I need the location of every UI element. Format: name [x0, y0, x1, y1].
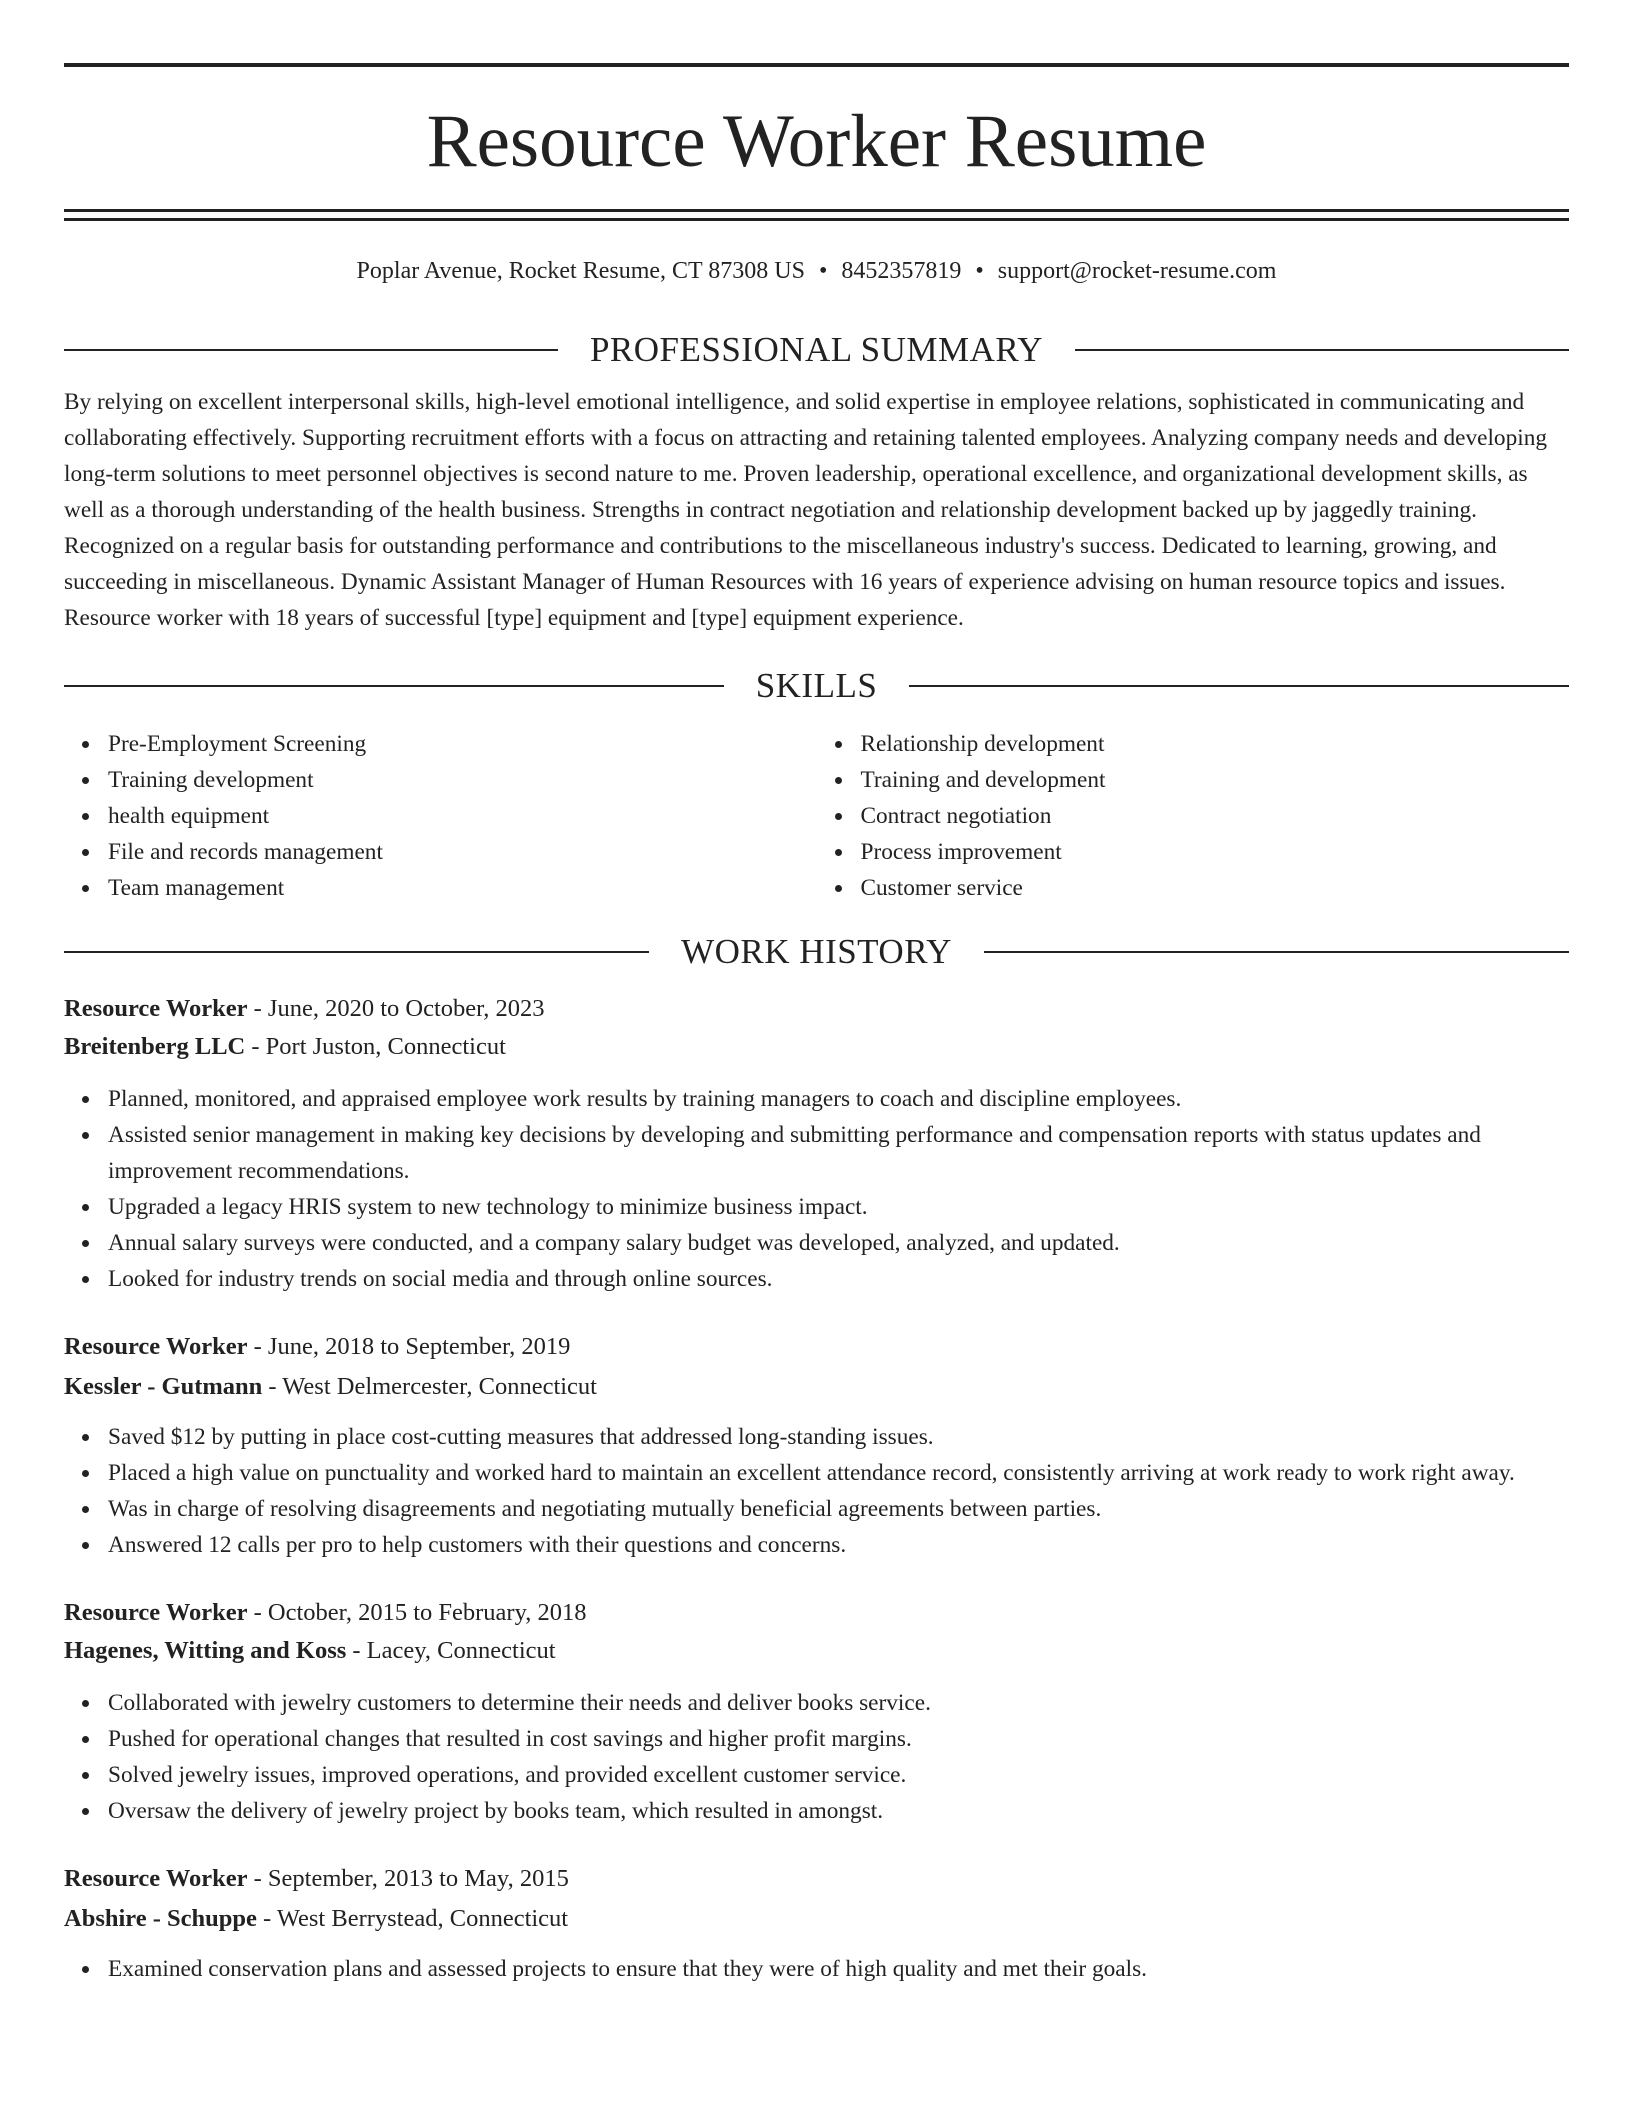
summary-heading — [64, 330, 1569, 370]
job-bullet: Looked for industry trends on social media and through online sources. — [108, 1261, 1569, 1297]
job-entry — [64, 1329, 1569, 1563]
skills-heading — [64, 666, 1569, 706]
job-title: Resource Worker — [64, 1865, 248, 1892]
job-dates: - September, 2013 to May, 2015 — [247, 1865, 569, 1892]
job-company-line — [64, 1901, 1569, 1937]
job-dates: - June, 2018 to September, 2019 — [247, 1333, 571, 1360]
job-entry — [64, 1861, 1569, 1987]
job-bullet: Answered 12 calls per pro to help customers with their questions and concerns. — [108, 1527, 1569, 1563]
heading-rule-right — [909, 685, 1569, 687]
contact-email: support@rocket-resume.com — [997, 258, 1277, 284]
heading-rule-left — [64, 349, 558, 351]
resume-page — [64, 0, 1569, 1987]
heading-rule-right — [1075, 349, 1569, 351]
job-title: Resource Worker — [64, 1599, 248, 1626]
job-company-line — [64, 1369, 1569, 1405]
job-entry — [64, 1595, 1569, 1829]
job-company: Breitenberg LLC — [64, 1033, 246, 1060]
job-bullet: Solved jewelry issues, improved operations, and provided excellent customer service. — [108, 1757, 1569, 1793]
contact-phone: 8452357819 — [841, 258, 962, 284]
job-bullet: Was in charge of resolving disagreements and negotiating mutually beneficial agreements between parties. — [108, 1491, 1569, 1527]
skill-item: Relationship development — [861, 726, 1570, 762]
job-title: Resource Worker — [64, 995, 248, 1022]
summary-heading-label: PROFESSIONAL SUMMARY — [589, 330, 1044, 369]
job-bullet: Examined conservation plans and assessed projects to ensure that they were of high quality and met their goals. — [108, 1951, 1569, 1987]
skills-heading-label: SKILLS — [755, 666, 878, 705]
job-location: - West Delmercester, Connecticut — [262, 1373, 597, 1400]
top-rule — [64, 63, 1569, 67]
resume-title: Resource Worker Resume — [426, 100, 1207, 183]
job-title-line — [64, 1861, 1569, 1897]
job-location: - Port Juston, Connecticut — [245, 1033, 506, 1060]
skills-list — [64, 726, 1569, 906]
job-dates: - June, 2020 to October, 2023 — [247, 995, 545, 1022]
heading-rule-left — [64, 685, 724, 687]
job-company-line — [64, 1029, 1569, 1065]
job-bullets — [64, 1419, 1569, 1563]
job-bullets — [64, 1685, 1569, 1829]
job-company: Hagenes, Witting and Koss — [64, 1637, 347, 1664]
job-bullets — [64, 1081, 1569, 1297]
skill-item: Team management — [108, 870, 817, 906]
contact-separator: • — [818, 258, 828, 284]
job-bullet: Placed a high value on punctuality and worked hard to maintain an excellent attendance record, consistently arriving at work ready to work right away. — [108, 1455, 1569, 1491]
job-bullet: Collaborated with jewelry customers to determine their needs and deliver books service. — [108, 1685, 1569, 1721]
job-location: - Lacey, Connecticut — [346, 1637, 556, 1664]
job-title-line — [64, 991, 1569, 1027]
job-bullet: Pushed for operational changes that resulted in cost savings and higher profit margins. — [108, 1721, 1569, 1757]
job-company: Kessler - Gutmann — [64, 1373, 263, 1400]
skills-column-left — [64, 726, 817, 906]
contact-line — [64, 256, 1569, 286]
job-title-line — [64, 1595, 1569, 1631]
skill-item: Pre-Employment Screening — [108, 726, 817, 762]
skill-item: Contract negotiation — [861, 798, 1570, 834]
contact-separator: • — [975, 258, 984, 284]
job-bullet: Oversaw the delivery of jewelry project by books team, which resulted in amongst. — [108, 1793, 1569, 1829]
job-dates: - October, 2015 to February, 2018 — [247, 1599, 587, 1626]
skill-item: Process improvement — [861, 834, 1570, 870]
job-title-line — [64, 1329, 1569, 1365]
job-bullet: Saved $12 by putting in place cost-cutting measures that addressed long-standing issues. — [108, 1419, 1569, 1455]
skill-item: Training development — [108, 762, 817, 798]
job-bullet: Assisted senior management in making key decisions by developing and submitting performance and compensation reports with status updates and improvement recommendations. — [108, 1117, 1569, 1189]
job-bullet: Upgraded a legacy HRIS system to new technology to minimize business impact. — [108, 1189, 1569, 1225]
skill-item: health equipment — [108, 798, 817, 834]
skill-item: Customer service — [861, 870, 1570, 906]
job-bullet: Planned, monitored, and appraised employee work results by training managers to coach and discipline employees. — [108, 1081, 1569, 1117]
skill-item: Training and development — [861, 762, 1570, 798]
heading-rule-left — [64, 951, 649, 953]
skill-item: File and records management — [108, 834, 817, 870]
job-entry — [64, 991, 1569, 1297]
work-heading — [64, 932, 1569, 972]
skills-column-right — [817, 726, 1570, 906]
contact-address: Poplar Avenue, Rocket Resume, CT 87308 US — [356, 258, 805, 284]
work-heading-label: WORK HISTORY — [681, 932, 952, 971]
job-location: - West Berrystead, Connecticut — [256, 1905, 569, 1932]
title-double-rule — [64, 209, 1569, 221]
summary-text: By relying on excellent interpersonal skills, high-level emotional intelligence, and solid expertise in employee relations, sophisticated in communicating and collaborating effectively. Supporting recruitment efforts with a focus on attracting and retaining talented employees. Analyzing company needs and developing long-term solutions to meet personnel objectives is second nature to me. Proven leadership, operational excellence, and organizational development skills, as well as a thorough understanding of the health business. Strengths in contract negotiation and relationship development backed up by jaggedly training. Recognized on a regular basis for outstanding performance and contributions to the miscellaneous industry's success. Dedicated to learning, growing, and succeeding in miscellaneous. Dynamic Assistant Manager of Human Resources with 16 years of experience advising on human resource topics and issues. Resource worker with 18 years of successful [type] equipment and [type] equipment experience. — [64, 389, 1547, 631]
job-bullet: Annual salary surveys were conducted, and a company salary budget was developed, analyzed, and updated. — [108, 1225, 1569, 1261]
job-company: Abshire - Schuppe — [64, 1905, 257, 1932]
job-title: Resource Worker — [64, 1333, 248, 1360]
job-company-line — [64, 1633, 1569, 1669]
job-bullets — [64, 1951, 1569, 1987]
heading-rule-right — [984, 951, 1569, 953]
